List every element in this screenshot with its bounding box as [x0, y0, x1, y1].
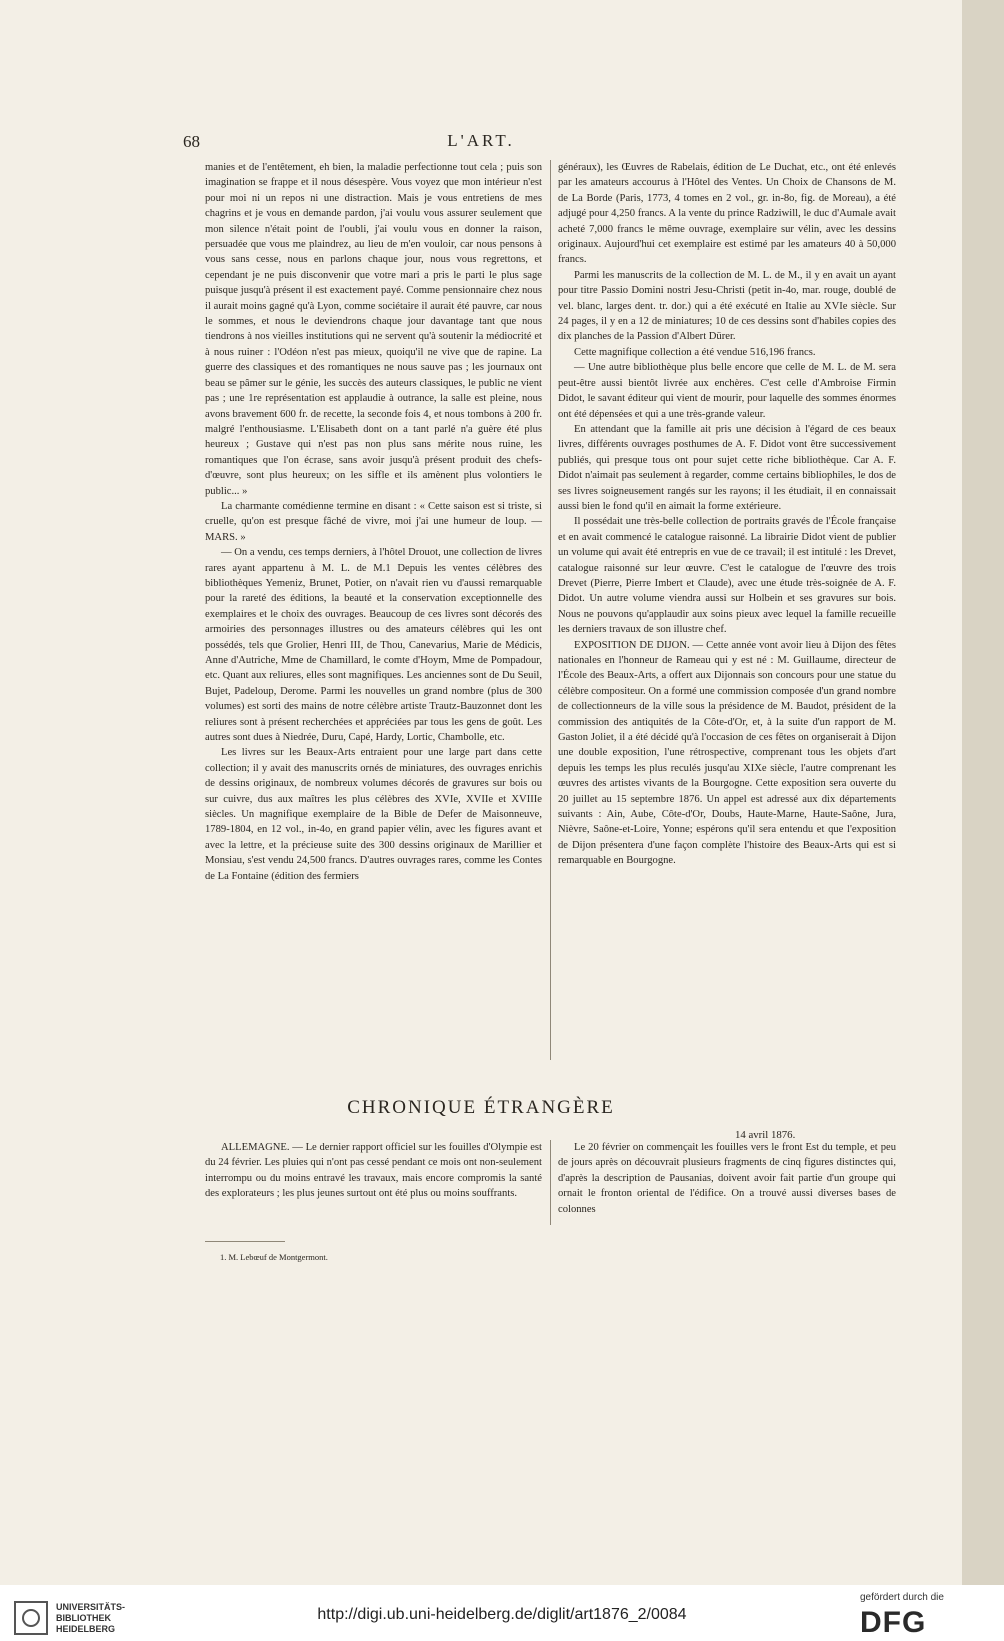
column-rule	[550, 160, 551, 1060]
library-name: UNIVERSITÄTS- BIBLIOTHEK HEIDELBERG	[56, 1602, 126, 1634]
section-date: 14 avril 1876.	[735, 1129, 796, 1141]
dfg-logo: DFG	[860, 1606, 927, 1639]
paragraph: — On a vendu, ces temps derniers, à l'hôtel Drouot, une collection de livres rares ayant appartenu à M. L. de M.1 Depuis les ventes célèbres des bibliothèques Yemeniz, Brunet, Potier, on n'avait rien vu d'aussi remarquable pour la rareté des éditions, la beauté et la conservation exceptionnelle des exemplaires et le choix des ouvrages. Beaucoup de ces livres sont décorés des armoiries des personnages illustres ou des amateurs célèbres qui les ont possédés, tels que Grolier, Henri III, de Thou, Canevarius, Marie de Médicis, Anne d'Autriche, Mme de Chamillard, le comte d'Hoym, Mme de Pompadour, etc. Quant aux reliures, elles sont magnifiques. Les anciennes sont de Du Seuil, Bujet, Padeloup, Derome. Parmi les nouvelles un grand nombre (plus de 300 volumes) est sorti des mains de notre célèbre artiste Trautz-Bauzonnet dont les reliures sont à présent recherchées et appréciées par tous les gens de goût. Les autres sont dues à Niedrée, Duru, Capé, Hardy, Lortic, Chambolle, etc.	[205, 547, 542, 744]
page-number: 68	[183, 132, 200, 151]
column-rule	[550, 1140, 551, 1225]
right-column	[558, 160, 896, 869]
paragraph: La charmante comédienne termine en disant : « Cette saison est si triste, si cruelle, qu'on est presque fâché de vivre, moi j'ai une humeur de loup. — MARS. »	[205, 500, 542, 543]
paragraph: généraux), les Œuvres de Rabelais, édition de Le Duchat, etc., ont été enlevés par les amateurs accourus à l'Hôtel des Ventes. Un Choix de Chansons de M. de La Borde (Paris, 1773, 4 tomes en 2 vol., gr. in-8o, fig. de Moreau), a été adjugé pour 4,250 francs. A la vente du prince Radziwill, le duc d'Aumale avait acheté 7,000 francs le même ouvrage, exemplaire sur vélin, avec les dessins originaux. Aujourd'hui cet exemplaire est estimé par les amateurs 40 à 50,000 francs.	[558, 162, 896, 266]
source-url[interactable]: http://digi.ub.uni-heidelberg.de/diglit/art1876_2/0084	[317, 1606, 687, 1623]
paragraph: En attendant que la famille ait pris une décision à l'égard de ces beaux livres, différents ouvrages posthumes de A. F. Didot vont être successivement publiés, qui presque tous ont pour sujet cette riche bibliothèque. Car A. F. Didot n'aimait pas seulement à regarder, comme certains bibliophiles, le dos de ses livres soigneusement rangés sur les rayons; il les étudiait, il en connaissait aussi bien le fond qu'il en aimait la forme extérieure.	[558, 423, 896, 512]
section-right-column	[558, 1140, 896, 1217]
paragraph: — Une autre bibliothèque plus belle encore que celle de M. L. de M. sera peut-être aussi bientôt livrée aux enchères. C'est celle d'Ambroise Firmin Didot, le savant éditeur qui vient de mourir, pour laquelle des sommes énormes ont été dépensées et qui a une très-grande valeur.	[558, 362, 896, 420]
paragraph: manies et de l'entêtement, eh bien, la maladie perfectionne tout cela ; puis son imagination se frappe et il nous désespère. Vous voyez que mon intérieur n'est pour moi ni un repos ni une distraction. Mais je vous entretiens de mes chagrins et je vous en demande pardon, j'ai voulu vous assurer seulement que mon silence n'était point de l'oubli, j'ai voulu vous en donner la raison, persuadée que vous me plaindrez, au lieu de m'en vouloir, car nous pensons à vous sans cesse, nous en parlons chaque jour, nous vous regrettons, et cependant je ne puis disconvenir que votre mari a pris le parti le plus sage puisque jusqu'à présent il est exactement payé. Comme pensionnaire chez nous il aurait moins gagné qu'à Lyon, comme sociétaire il aurait été pauvre, car nous le sommes, et nous le deviendrons chaque jour davantage tant que nous tiendrons à nos vieilles institutions qui ne servent qu'à soutenir la médiocrité et à nous ruiner : l'Odéon n'est pas mieux, quoiqu'il ne vive que de rapine. La guerre des classiques et des romantiques ne nous sauve pas ; les journaux ont beau se pâmer sur le génie, les succès des auteurs classiques, le public ne vient pas ; une 1re représentation est applaudie à outrance, la salle est pleine, nous avons bravement 600 fr. de recette, la seconde fois 4, et nous tombons à 200 fr. malgré l'enthousiasme. L'Elisabeth dont on a tant parlé n'a guère été plus heureux ; Gustave qui n'est pas non plus sans mérite nous ruine, les romantiques que l'on écrase, sans avoir jusqu'à présent produit des chefs-d'œuvre, sont plus heureux; on les siffle et ils amènent plus volontiers le public... »	[205, 162, 542, 497]
footnote-rule	[205, 1241, 285, 1242]
left-column	[205, 160, 542, 884]
section-title: CHRONIQUE ÉTRANGÈRE	[347, 1097, 615, 1118]
footnote: 1. M. Lebœuf de Montgermont.	[220, 1252, 328, 1262]
paragraph: Cette magnifique collection a été vendue 516,196 francs.	[574, 346, 816, 358]
section-left-column	[205, 1140, 542, 1202]
paragraph: Les livres sur les Beaux-Arts entraient pour une large part dans cette collection; il y avait des manuscrits ornés de miniatures, des ouvrages enrichis de dessins originaux, de nombreux volumes décorés de gravures sur bois ou sur cuivre, dus aux maîtres les plus célèbres des XVIe, XVIIe et XVIIIe siècles. Un magnifique exemplaire de la Bible de Defer de Maisonneuve, 1789-1804, en 12 vol., in-4o, en grand papier vélin, avec les figures avant et avec la lettre, et la précieuse suite des 300 dessins originaux de Marillier et Monsiau, s'est vendu 24,500 francs. D'autres ouvrages rares, comme les Contes de La Fontaine (édition des fermiers	[205, 747, 542, 882]
page-edge	[962, 0, 1004, 1585]
paragraph: Il possédait une très-belle collection de portraits gravés de l'École française et en avait commencé le catalogue raisonné. La librairie Didot vient de publier un volume qui avait été entrepris en vue de ce travail; il est intitulé : les Drevet, catalogue raisonné sur leur œuvre. C'est le catalogue de l'œuvre des trois Drevet (Pierre, Pierre Imbert et Claude), avec une étude très-soignée de A. F. Didot. Un autre volume viendra aussi sur Holbein et ses gravures sur bois. Nous ne pouvons qu'applaudir aux soins pieux avec lequel la famille recueille les derniers travaux de son illustre chef.	[558, 516, 896, 636]
running-title: L'ART.	[447, 131, 515, 150]
paragraph: EXPOSITION DE DIJON. — Cette année vont avoir lieu à Dijon des fêtes nationales en l'honneur de Rameau qui y est né : M. Guillaume, directeur de l'École des Beaux-Arts, a offert aux Dijonnais son concours pour une statue du célèbre compositeur. On a formé une commission composée d'un grand nombre de collectionneurs de la ville sous la présidence de M. Baudot, président de la commission des antiquités de la Côte-d'Or, et, à la suite d'un rapport de M. Gaston Joliet, il a été décidé qu'à l'occasion de ces fêtes on organiserait à Dijon une double exposition, l'une rétrospective, comprenant tous les objets d'art depuis les temps les plus reculés jusqu'au XIXe siècle, l'autre comprenant les œuvres des artistes vivants de la Bourgogne. Cette exposition sera ouverte du 20 juillet au 15 septembre 1876. Un appel est adressé aux dix départements suivants : Ain, Aube, Côte-d'Or, Doubs, Haute-Marne, Haute-Saône, Jura, Nièvre, Saône-et-Loire, Yonne; espérons qu'il sera entendu et que l'exposition de Dijon présentera d'une façon complète l'histoire des Beaux-Arts qui est si remarquable en Bourgogne.	[558, 639, 896, 867]
paragraph: Le 20 février on commençait les fouilles vers le front Est du temple, et peu de jours après on découvrait plusieurs fragments de cinq figures distinctes qui, d'après la description de Pausanias, doivent avoir fait partie d'un groupe qui ornait le fronton oriental de l'édifice. On a trouvé aussi diverses bases de colonnes	[558, 1142, 896, 1215]
funded-by-label: gefördert durch die	[860, 1592, 944, 1603]
paragraph: ALLEMAGNE. — Le dernier rapport officiel sur les fouilles d'Olympie est du 24 février. Les pluies qui n'ont pas cessé pendant ce mois ont non-seulement interrompu ou du moins entravé les travaux, mais encore compromis la santé des explorateurs ; les plus jeunes surtout ont été plus ou moins souffrants.	[205, 1142, 542, 1200]
paragraph: Parmi les manuscrits de la collection de M. L. de M., il y en avait un ayant pour titre Passio Domini nostri Jesu-Christi (petit in-4o, mar. rouge, doublé de vel. blanc, larges dent. tr. dor.) qui a été exécuté en Italie au XVIe siècle. Sur 24 pages, il y en a 12 de miniatures; 10 de ces dessins sont d'habiles copies des dix planches de la Passion d'Albert Dürer.	[558, 269, 896, 343]
